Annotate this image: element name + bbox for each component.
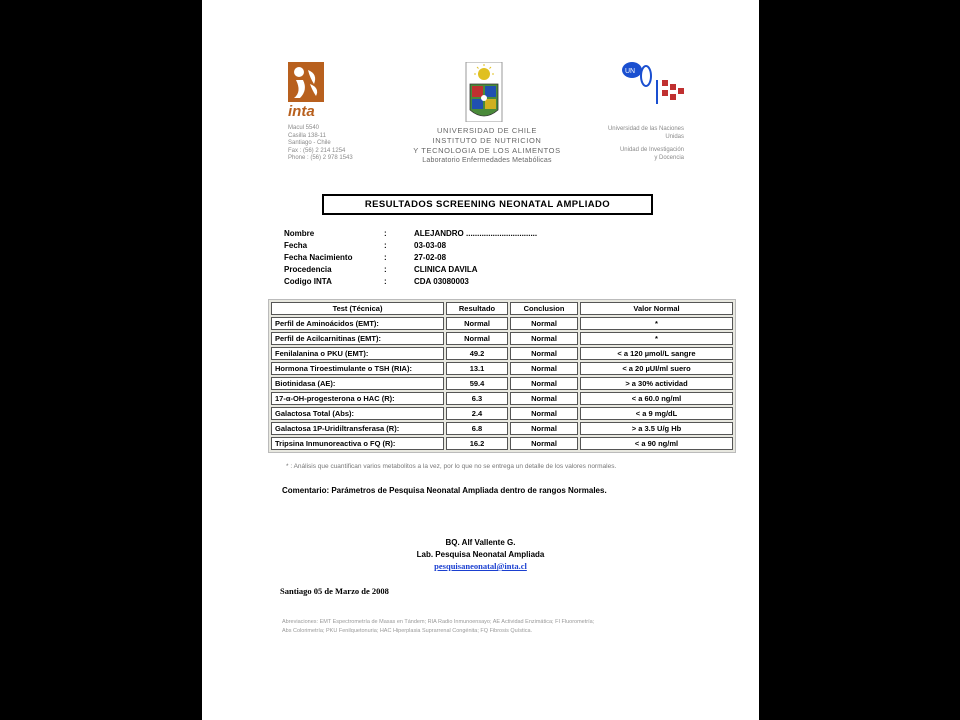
inta-logo-graphic — [288, 62, 324, 120]
patient-sep: : — [384, 253, 387, 262]
patient-value: 03-03-08 — [414, 241, 447, 250]
normal-value-cell: * — [580, 317, 733, 330]
address-line: Casilla 138-11 — [288, 132, 326, 139]
test-cell: Perfil de Aminoácidos (EMT): — [271, 317, 444, 330]
normal-value-cell: < a 120 µmol/L sangre — [580, 347, 733, 360]
footnote: * : Análisis que cuantifican varios metabolitos a la vez, por lo que no se entrega un detalle de los valores normales. — [286, 463, 617, 470]
shield-graphic — [464, 62, 504, 122]
conclusion-cell: Normal — [510, 422, 578, 435]
table-row — [271, 392, 733, 405]
university-header — [387, 126, 587, 166]
table-row — [271, 317, 733, 330]
un-line: Unidad de Investigación — [619, 147, 684, 153]
inta-logo — [288, 62, 324, 120]
header-normal-value: Valor Normal — [580, 302, 733, 315]
conclusion-cell: Normal — [510, 347, 578, 360]
result-cell: 6.3 — [446, 392, 508, 405]
normal-value-cell: > a 3.5 U/g Hb — [580, 422, 733, 435]
un-line: y Docencia — [654, 154, 684, 161]
result-cell: 16.2 — [446, 437, 508, 450]
results-table — [268, 299, 736, 453]
table-row — [271, 332, 733, 345]
un-line: Universidad de las Naciones — [607, 126, 684, 132]
test-cell: Tripsina Inmunoreactiva o FQ (R): — [271, 437, 444, 450]
result-cell: 2.4 — [446, 407, 508, 420]
signature-email[interactable] — [202, 561, 759, 572]
patient-sep: : — [384, 241, 387, 250]
header-result: Resultado — [446, 302, 508, 315]
conclusion-cell: Normal — [510, 317, 578, 330]
header-test: Test (Técnica) — [271, 302, 444, 315]
un-logos-graphic — [620, 58, 690, 108]
inta-address — [288, 125, 388, 163]
document-page — [202, 0, 759, 720]
normal-value-cell: < a 9 mg/dL — [580, 407, 733, 420]
svg-text:UN: UN — [625, 68, 636, 75]
conclusion-cell: Normal — [510, 332, 578, 345]
address-line: Phone : (56) 2 978 1543 — [288, 155, 353, 161]
institute-name-2: Y TECNOLOGIA DE LOS ALIMENTOS — [413, 146, 561, 155]
signature-name: BQ. Alf Vallente G. — [445, 538, 516, 547]
address-line: Macul 5540 — [288, 125, 320, 131]
patient-sep: : — [384, 265, 387, 274]
conclusion-cell: Normal — [510, 407, 578, 420]
table-header-row — [271, 302, 733, 315]
patient-sep: : — [384, 277, 387, 286]
address-line: Fax : (56) 2 214 1254 — [288, 147, 346, 154]
inta-logo-text: inta — [288, 103, 315, 120]
institute-name: INSTITUTO DE NUTRICION — [432, 136, 542, 145]
abbreviation-line: Abs Colorimetría; PKU Fenilquetonuria; HAC Hiperplasia Suprarrenal Congénita; FQ Fibrosis Quística. — [282, 628, 533, 634]
conclusion-cell: Normal — [510, 392, 578, 405]
address-line: Santiago - Chile — [288, 140, 331, 146]
result-cell: 13.1 — [446, 362, 508, 375]
table-row — [271, 422, 733, 435]
result-cell: 49.2 — [446, 347, 508, 360]
university-shield-logo — [464, 62, 504, 122]
patient-value: ALEJANDRO ................................ — [414, 229, 538, 238]
normal-value-cell: < a 60.0 ng/ml — [580, 392, 733, 405]
conclusion-cell: Normal — [510, 362, 578, 375]
table-row — [271, 437, 733, 450]
table-row — [271, 377, 733, 390]
patient-value: CLINICA DAVILA — [414, 265, 478, 274]
result-cell: Normal — [446, 317, 508, 330]
normal-value-cell: * — [580, 332, 733, 345]
test-cell: Perfil de Acilcarnitinas (EMT): — [271, 332, 444, 345]
abbreviations — [282, 618, 752, 636]
result-cell: 6.8 — [446, 422, 508, 435]
report-title: RESULTADOS SCREENING NEONATAL AMPLIADO — [322, 194, 653, 215]
normal-value-cell: < a 20 µUI/ml suero — [580, 362, 733, 375]
abbreviation-line: Abreviaciones: EMT Espectrometría de Masas en Tándem; RIA Radio Inmunoensayo; AE Actividad Enzimática; FI Fluorometría; — [282, 619, 595, 625]
header-conclusion: Conclusion — [510, 302, 578, 315]
test-cell: Galactosa 1P-Uridiltransferasa (R): — [271, 422, 444, 435]
patient-value: CDA 03080003 — [414, 277, 469, 286]
un-line: Unidas — [665, 133, 684, 140]
result-cell: 59.4 — [446, 377, 508, 390]
un-text — [572, 126, 684, 162]
patient-sep: : — [384, 229, 387, 238]
test-cell: 17-α-OH-progesterona o HAC (R): — [271, 392, 444, 405]
conclusion-cell: Normal — [510, 437, 578, 450]
test-cell: Biotinidasa (AE): — [271, 377, 444, 390]
normal-value-cell: > a 30% actividad — [580, 377, 733, 390]
patient-label: Fecha — [284, 241, 308, 250]
test-cell: Fenilalanina o PKU (EMT): — [271, 347, 444, 360]
date-line: Santiago 05 de Marzo de 2008 — [280, 586, 389, 596]
email-link[interactable]: pesquisaneonatal@inta.cl — [434, 561, 527, 571]
signature-lab: Lab. Pesquisa Neonatal Ampliada — [416, 550, 545, 559]
test-cell: Galactosa Total (Abs): — [271, 407, 444, 420]
patient-label: Codigo INTA — [284, 277, 332, 286]
table-row — [271, 362, 733, 375]
patient-label: Fecha Nacimiento — [284, 253, 353, 262]
table-row — [271, 347, 733, 360]
test-cell: Hormona Tiroestimulante o TSH (RIA): — [271, 362, 444, 375]
table-row — [271, 407, 733, 420]
university-name: UNIVERSIDAD DE CHILE — [437, 126, 537, 135]
patient-label: Procedencia — [284, 265, 332, 274]
normal-value-cell: < a 90 ng/ml — [580, 437, 733, 450]
result-cell: Normal — [446, 332, 508, 345]
patient-label: Nombre — [284, 229, 315, 238]
comment: Comentario: Parámetros de Pesquisa Neonatal Ampliada dentro de rangos Normales. — [282, 486, 607, 495]
patient-value: 27-02-08 — [414, 253, 447, 262]
un-logos — [620, 58, 690, 108]
lab-name: Laboratorio Enfermedades Metabólicas — [422, 157, 552, 164]
conclusion-cell: Normal — [510, 377, 578, 390]
